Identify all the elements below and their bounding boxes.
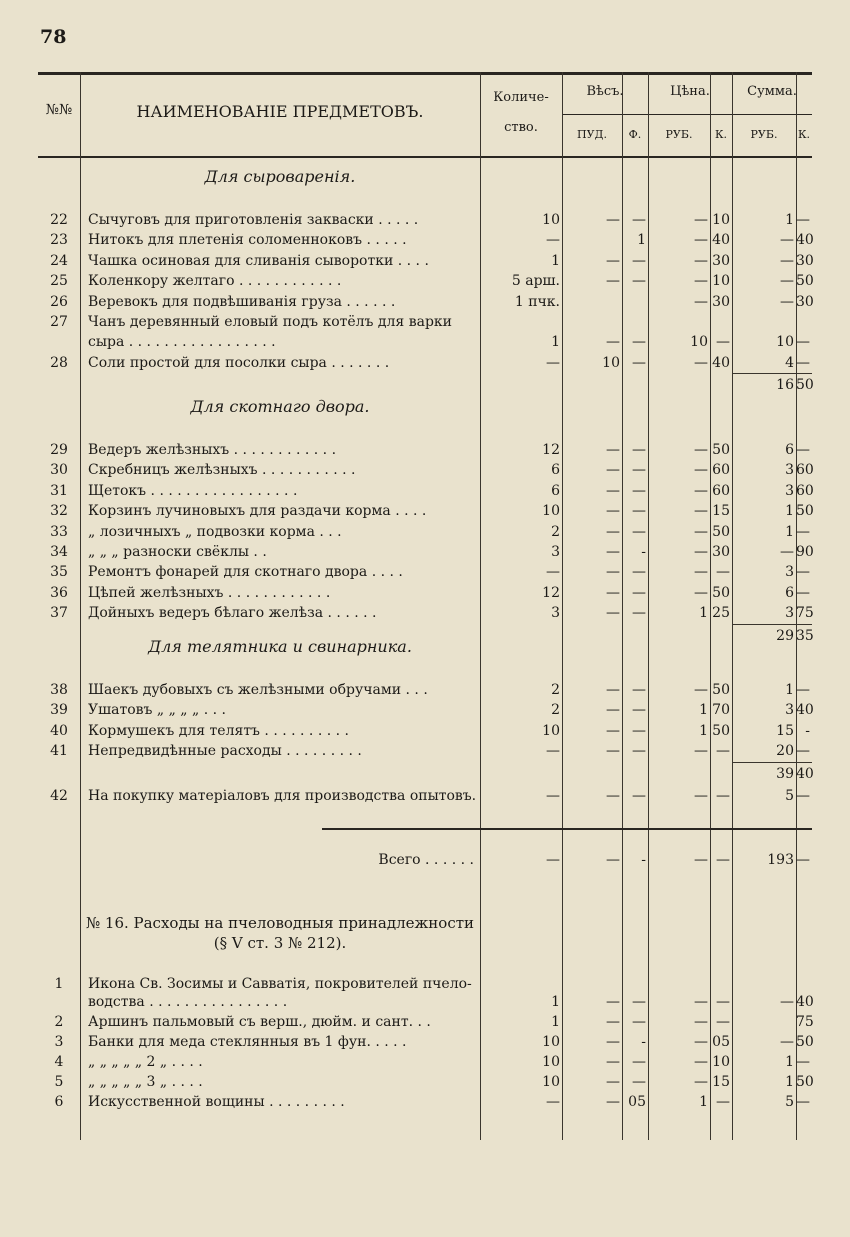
cell-sr: 3 [785,462,794,479]
column-line [80,72,81,1140]
row-name: Скребницъ желѣзныхъ . . . . . . . . . . . [88,462,356,479]
cell-qty: 10 [542,212,560,228]
cell-pr: — [694,1074,708,1090]
cell-qty: 2 [551,702,560,719]
row-name: Банки для меда стеклянныя въ 1 фун. . . . . [88,1034,407,1050]
row-name: Чашка осиновая для сливанія сыворотки . . . . [88,252,429,269]
row-name: Ушатовъ „ „ „ „ . . . [88,702,226,719]
cell-f: — [632,354,646,371]
cell-pr: — [694,682,708,698]
row-number: 26 [50,293,68,310]
header-sum: Сумма. [747,84,797,99]
cell-pr: — [694,584,708,601]
cell-pr: — [694,273,708,290]
total-kop: 40 [796,765,814,782]
row-name: Веревокъ для подвѣшиванія груза . . . . . . [88,293,396,310]
cell-f: — [632,273,646,290]
section-title: Для телятника и свинарника. [148,637,412,656]
row-name: Корзинъ лучиновыхъ для раздачи корма . . . . [88,503,427,520]
cell-sk: — [796,1054,810,1070]
row-number: 41 [50,743,68,760]
cell-pud: — [606,212,620,228]
cell-pr: — [694,462,708,479]
cell-pk: 60 [712,482,730,499]
cell-pud: — [606,1054,620,1070]
row-number: 4 [54,1054,64,1070]
cell-pk: 70 [712,702,730,719]
cell-pk: 05 [712,1034,730,1050]
cell-pr: — [694,788,708,804]
row-name: Цѣпей желѣзныхъ . . . . . . . . . . . . [88,584,331,601]
cell-pk: — [716,334,730,351]
cell-pud: — [606,523,620,540]
cell-sk: — [796,523,810,540]
cell-pr: 1 [699,1094,708,1110]
cell-sr: 5 [785,1094,794,1110]
cell-pr: — [694,442,708,458]
row-name: Искусственной вощины . . . . . . . . . [88,1094,345,1110]
cell-sr: 20 [776,743,794,760]
cell-f: — [632,584,646,601]
cell-sk: 50 [796,1074,814,1090]
cell-qty: — [546,564,560,581]
cell-sk: — [796,584,810,601]
cell-sr: — [780,252,794,269]
cell-sr: 5 [785,788,794,804]
cell-pk: — [716,743,730,760]
cell-sk: 75 [796,605,814,622]
cell-pk: 10 [712,212,730,228]
cell-pud: — [606,682,620,698]
cell-pk: 30 [712,544,730,560]
cell-qty: 3 [551,605,560,622]
cell-pr: — [694,994,708,1010]
total-kop: 35 [796,627,814,644]
row-number: 39 [50,702,68,719]
cell-pk: — [716,1014,730,1030]
cell-sr: 15 [776,722,794,739]
cell-pud: — [606,743,620,760]
total-rule [732,373,812,374]
ledger-table [38,72,812,1212]
cell-sr: — [780,293,794,310]
cell-pud: — [606,722,620,739]
cell-pud: — [606,1034,620,1050]
cell-sr: 3 [785,702,794,719]
header-price: Цѣна. [670,84,710,99]
cell-pud: — [606,503,620,520]
cell-pr: 10 [690,334,708,351]
cell-f: — [632,743,646,760]
cell-qty: 10 [542,503,560,520]
cell-sk: — [796,354,810,371]
row-number: 38 [50,682,68,698]
cell-qty: 6 [551,482,560,499]
cell-pr: — [694,1034,708,1050]
row-name: Икона Св. Зосимы и Савватія, покровителей пчело- [88,976,472,992]
row-name: Дойныхъ ведеръ бѣлаго желѣза . . . . . . [88,605,377,622]
cell-sk: — [796,788,810,804]
cell-sk: 50 [796,1034,814,1050]
cell-pr: — [694,354,708,371]
cell-pk: 25 [712,605,730,622]
cell-qty: 12 [542,584,560,601]
row-number: 32 [50,503,68,520]
header-k2: К. [797,128,810,141]
cell-pk: 50 [712,682,730,698]
cell-sr: 1 [785,1074,794,1090]
header-qty2: ство. [504,120,538,135]
row-name: Чанъ деревянный еловый подъ котёлъ для варки [88,314,452,330]
cell-sk: — [796,564,810,581]
cell-pud: — [606,462,620,479]
cell-pk: 40 [712,354,730,371]
cell-pk: 10 [712,1054,730,1070]
cell-f: — [632,605,646,622]
cell-qty: 1 [551,994,560,1010]
grand-sr: 193 [767,852,794,868]
cell-qty: 10 [542,1054,560,1070]
cell-pud: — [606,544,620,560]
grand-sk: — [796,852,810,868]
cell-pk: 50 [712,523,730,540]
header-name: НАИМЕНОВАНІЕ ПРЕДМЕТОВЪ. [136,102,424,121]
cell-sk: 40 [796,994,814,1010]
grand-f: - [641,852,646,868]
cell-sk: 30 [796,293,814,310]
cell-f: - [641,1034,646,1050]
cell-qty: 10 [542,722,560,739]
cell-f: 1 [637,232,646,249]
cell-sk: — [796,212,810,228]
header-rub1: РУБ. [665,128,693,141]
header-rule [38,156,812,158]
cell-sk: 50 [796,503,814,520]
cell-pk: 30 [712,252,730,269]
cell-pud: — [606,442,620,458]
cell-pk: 10 [712,273,730,290]
cell-pr: — [694,544,708,560]
cell-f: — [632,482,646,499]
cell-sk: 40 [796,702,814,719]
cell-sk: 40 [796,232,814,249]
cell-pk: — [716,788,730,804]
cell-pr: 1 [699,605,708,622]
cell-pk: 50 [712,584,730,601]
cell-qty: 2 [551,682,560,698]
cell-qty: 1 [551,1014,560,1030]
cell-pud: — [606,1014,620,1030]
cell-qty: — [546,232,560,249]
total-rub: 39 [776,765,794,782]
cell-pr: 1 [699,702,708,719]
cell-pr: — [694,523,708,540]
cell-pud: 10 [602,354,620,371]
row-number: 5 [54,1074,64,1090]
row-number: 35 [50,564,68,581]
cell-sr: — [780,273,794,290]
row-name: водства . . . . . . . . . . . . . . . . [88,994,288,1010]
row-number: 3 [54,1034,64,1050]
row-number: 23 [50,232,68,249]
row-number: 40 [50,722,68,739]
row-number: 24 [50,252,68,269]
cell-f: — [632,788,646,804]
cell-qty: — [546,743,560,760]
row-name: „ „ „ „ „ 2 „ . . . . [88,1054,203,1070]
cell-sr: 6 [785,584,794,601]
row-number: 6 [54,1094,64,1110]
row-name: Щетокъ . . . . . . . . . . . . . . . . . [88,482,298,499]
row-name: Ремонтъ фонарей для скотнаго двора . . . . [88,564,403,581]
header-pud: ПУД. [577,128,607,141]
cell-sr: — [780,994,794,1010]
row-name: „ „ „ „ „ 3 „ . . . . [88,1074,203,1090]
cell-pud: — [606,702,620,719]
cell-sk: - [805,722,810,739]
cell-pr: — [694,252,708,269]
cell-pr: — [694,564,708,581]
cell-f: — [632,564,646,581]
cell-pr: — [694,293,708,310]
cell-sr: 3 [785,605,794,622]
cell-sk: — [796,334,810,351]
cell-qty: 1 [551,334,560,351]
cell-pk: — [716,564,730,581]
cell-sk: 50 [796,273,814,290]
grand-pk: — [716,852,730,868]
cell-pk: 60 [712,462,730,479]
row-name: сыра . . . . . . . . . . . . . . . . . [88,334,276,351]
cell-sr: 1 [785,503,794,520]
cell-pr: — [694,743,708,760]
row-number: 42 [50,788,68,804]
row-number: 34 [50,544,68,560]
cell-pud: — [606,482,620,499]
row-name: Кормушекъ для телятъ . . . . . . . . . . [88,722,349,739]
section-title: Для скотнаго двора. [190,397,370,416]
row-number: 25 [50,273,68,290]
row-number: 36 [50,584,68,601]
cell-pud: — [606,334,620,351]
row-number: 22 [50,212,68,228]
cell-f: — [632,994,646,1010]
cell-qty: 3 [551,544,560,560]
cell-pud: — [606,1074,620,1090]
row-name: Непредвидѣнные расходы . . . . . . . . . [88,743,362,760]
row-number: 29 [50,442,68,458]
cell-sr: 6 [785,442,794,458]
row-number: 27 [50,314,68,330]
cell-f: — [632,442,646,458]
cell-qty: — [546,1094,560,1110]
cell-f: — [632,212,646,228]
header-no: №№ [45,102,73,118]
cell-sk: 30 [796,252,814,269]
cell-pr: 1 [699,722,708,739]
cell-sk: — [796,743,810,760]
cell-pud: — [606,252,620,269]
cell-sk: — [796,682,810,698]
cell-pk: 40 [712,232,730,249]
cell-pk: 15 [712,1074,730,1090]
cell-sr: 3 [785,482,794,499]
total-rub: 16 [776,377,794,394]
row-name: „ „ „ разноски свёклы . . [88,544,267,560]
cell-pud: — [606,605,620,622]
cell-qty: 2 [551,523,560,540]
grand-qty: — [546,852,560,868]
cell-f: — [632,682,646,698]
row-number: 31 [50,482,68,499]
row-name: „ лозичныхъ „ подвозки корма . . . [88,523,342,540]
page-number: 78 [40,26,67,48]
cell-sk: — [796,1094,810,1110]
subheader-rule [562,114,812,115]
header-rub2: РУБ. [750,128,778,141]
row-name: Аршинъ пальмовый съ верш., дюйм. и сант. . . [88,1014,431,1030]
cell-qty: 6 [551,462,560,479]
row-number: 28 [50,354,68,371]
cell-sr: — [780,232,794,249]
cell-sr: — [780,1034,794,1050]
row-number: 1 [54,976,64,992]
header-qty: Количе- [493,90,549,105]
cell-pr: — [694,482,708,499]
cell-qty: 10 [542,1074,560,1090]
cell-pk: 30 [712,293,730,310]
header-k1: К. [714,128,727,141]
row-name: Нитокъ для плетенія соломенноковъ . . . . . [88,232,407,249]
cell-f: — [632,702,646,719]
grand-pud: — [606,852,620,868]
cell-pud: — [606,994,620,1010]
cell-sr: 3 [785,564,794,581]
cell-pud: — [606,788,620,804]
row-number: 2 [54,1014,64,1030]
cell-sr: 1 [785,523,794,540]
cell-f: — [632,503,646,520]
header-weight: Вѣсъ. [586,84,624,99]
cell-f: — [632,334,646,351]
row-name: Коленкору желтаго . . . . . . . . . . . . [88,273,342,290]
cell-sr: 4 [785,354,794,371]
cell-sr: — [780,544,794,560]
cell-qty: — [546,788,560,804]
cell-qty: 1 [551,252,560,269]
cell-sr: 1 [785,682,794,698]
total-rule [732,624,812,625]
cell-pud: — [606,273,620,290]
cell-sk: 90 [796,544,814,560]
row-name: Сычуговъ для приготовленія закваски . . . . . [88,212,419,228]
grand-rule [322,828,812,830]
row-number: 30 [50,462,68,479]
cell-f: — [632,722,646,739]
cell-sr: 10 [776,334,794,351]
row-name: На покупку матеріаловъ для производства опытовъ. [88,788,477,804]
row-name: Соли простой для посолки сыра . . . . . . . [88,354,390,371]
cell-f: 05 [628,1094,646,1110]
cell-pud: — [606,584,620,601]
cell-f: — [632,1054,646,1070]
cell-sr: 1 [785,212,794,228]
cell-sk: 60 [796,462,814,479]
cell-pr: — [694,232,708,249]
cell-pr: — [694,212,708,228]
cell-pk: 50 [712,722,730,739]
cell-f: — [632,523,646,540]
section16-sub: (§ V ст. 3 № 212). [213,934,347,952]
cell-qty: — [546,354,560,371]
cell-f: — [632,462,646,479]
section-title: Для сыроваренія. [204,167,356,186]
cell-sr: 1 [785,1054,794,1070]
cell-pk: 15 [712,503,730,520]
cell-pr: — [694,1014,708,1030]
cell-f: — [632,252,646,269]
cell-sk: — [796,442,810,458]
section16-title: № 16. Расходы на пчеловодныя принадлежности [85,914,475,932]
top-rule [38,72,812,75]
cell-qty: 5 арш. [511,273,560,290]
cell-sk: 60 [796,482,814,499]
total-rule [732,762,812,763]
cell-qty: 10 [542,1034,560,1050]
row-number: 37 [50,605,68,622]
cell-pud: — [606,1094,620,1110]
cell-qty: 1 пчк. [514,293,560,310]
cell-pr: — [694,503,708,520]
cell-pr: — [694,1054,708,1070]
cell-pk: — [716,994,730,1010]
cell-pud: — [606,564,620,581]
grand-pr: — [694,852,708,868]
row-number: 33 [50,523,68,540]
cell-f: — [632,1074,646,1090]
cell-sk: 75 [796,1014,814,1030]
cell-pk: 50 [712,442,730,458]
row-name: Ведеръ желѣзныхъ . . . . . . . . . . . . [88,442,337,458]
cell-f: — [632,1014,646,1030]
cell-pk: — [716,1094,730,1110]
cell-qty: 12 [542,442,560,458]
total-rub: 29 [776,627,794,644]
header-f: Ф. [628,128,642,141]
grand-label: Всего . . . . . . [378,852,474,868]
row-name: Шаекъ дубовыхъ съ желѣзными обручами . . . [88,682,428,698]
total-kop: 50 [796,377,814,394]
cell-f: - [641,544,646,560]
